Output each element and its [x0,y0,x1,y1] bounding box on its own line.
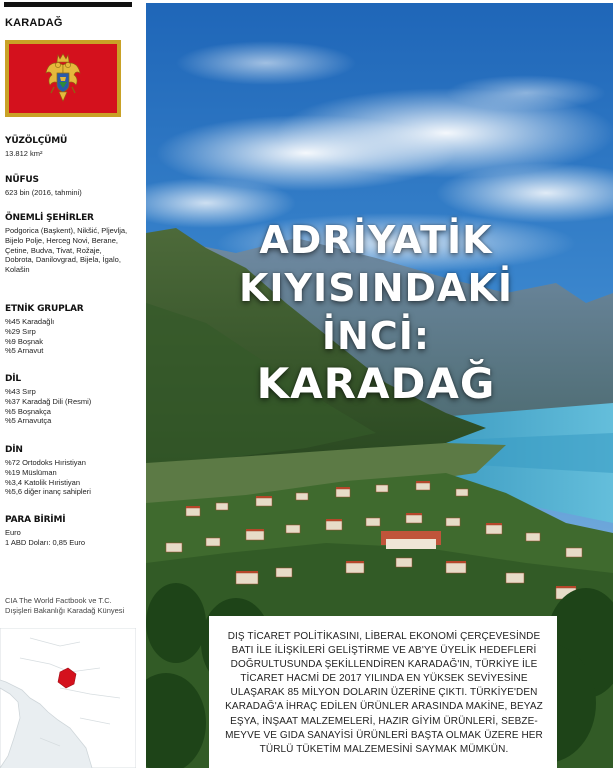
headline-line: KARADAĞ [256,359,496,408]
sidebar-top-rule [4,2,132,7]
section-heading: ÖNEMLİ ŞEHİRLER [5,213,94,223]
intro-paragraph: DIŞ TİCARET POLİTİKASINI, LİBERAL EKONOMİ ÇERÇEVESİNDE BATI İLE İLİŞKİLERİ GELİŞTİRME VE AB'YE ÜYELİK HEDEFLERİ DOĞRULTUSUNDA ŞEKİLLENDİREN KARADAĞ'IN, TÜRKİYE İLE TİCARET HACMİ DE 2017 YILINDA EN YÜKSEK SEVİYESİNE ULAŞARAK 85 MİLYON DOLARIN ÜZERİNE ÇIKTI. TÜRKİYE'DEN KARADAĞ'A İHRAÇ EDİLEN ÜRÜNLER ARASINDA MAKİNE, BEYAZ EŞYA, İNŞAAT MALZEMELERİ, HAZIR GİYİM ÜRÜNLERİ, SEBZE-MEYVE VE GIDA SANAYİSİ ÜRÜNLERİ BAŞTA OLMAK ÜZERE HER TÜRLÜ TÜKETİM MALZEMESİNİ SAYMAK MÜMKÜN. [225,631,543,755]
double-headed-eagle-icon [45,53,81,103]
headline-line: KIYISINDAKİ [238,266,514,310]
montenegro-flag [5,40,121,117]
section-heading: NÜFUS [5,175,39,185]
section-heading: DİL [5,374,21,384]
list-item: %5,6 diğer inanç sahipleri [5,487,91,497]
info-religion [5,445,131,497]
intro-text-box [209,616,557,768]
list-item: %5 Arnavutça [5,416,52,426]
flag-field [9,44,117,113]
section-heading: PARA BİRİMİ [5,515,66,525]
cities-list: Podgorica (Başkent), Nikšić, Pljevlja, Bijelo Polje, Herceg Novi, Berane, Çetine, Budva, Tivat, Rožaje, Dobrota, Danilovgrad, Bijela, İgalo, Kolašin [5,226,128,275]
country-name: KARADAĞ [5,17,63,29]
section-heading: ETNİK GRUPLAR [5,304,84,314]
info-population [5,175,131,198]
list-item: %3,4 Katolik Hıristiyan [5,477,81,487]
area-value: 13.812 km² [5,149,43,158]
list-item: %43 Sırp [5,387,36,396]
info-cities [5,213,131,275]
hero-photo [146,3,613,768]
list-item: %19 Müslüman [5,467,57,477]
list-item: %5 Boşnakça [5,406,51,416]
info-languages [5,374,131,426]
list-item: Euro [5,528,21,537]
list-item: %9 Boşnak [5,336,43,346]
source-note: CIA The World Factbook ve T.C. Dışişleri Bakanlığı Karadağ Künyesi [5,596,125,615]
country-fact-sidebar [0,0,136,768]
population-value: 623 bin (2016, tahmini) [5,188,82,197]
list-item: %72 Ortodoks Hıristiyan [5,458,86,467]
list-item: %29 Sırp [5,326,36,336]
info-ethnic-groups [5,304,131,356]
list-item: %45 Karadağlı [5,317,55,326]
headline-line: İNCİ: [321,314,431,358]
headline-line: ADRİYATİK [259,218,493,262]
section-heading: YÜZÖLÇÜMÜ [5,136,68,146]
list-item: 1 ABD Doları: 0,85 Euro [5,537,86,547]
headline [186,216,566,408]
list-item: %5 Arnavut [5,346,44,356]
list-item: %37 Karadağ Dili (Resmi) [5,396,92,406]
info-area [5,136,131,159]
section-heading: DİN [5,445,23,455]
locator-map [0,628,136,768]
info-currency [5,515,131,548]
